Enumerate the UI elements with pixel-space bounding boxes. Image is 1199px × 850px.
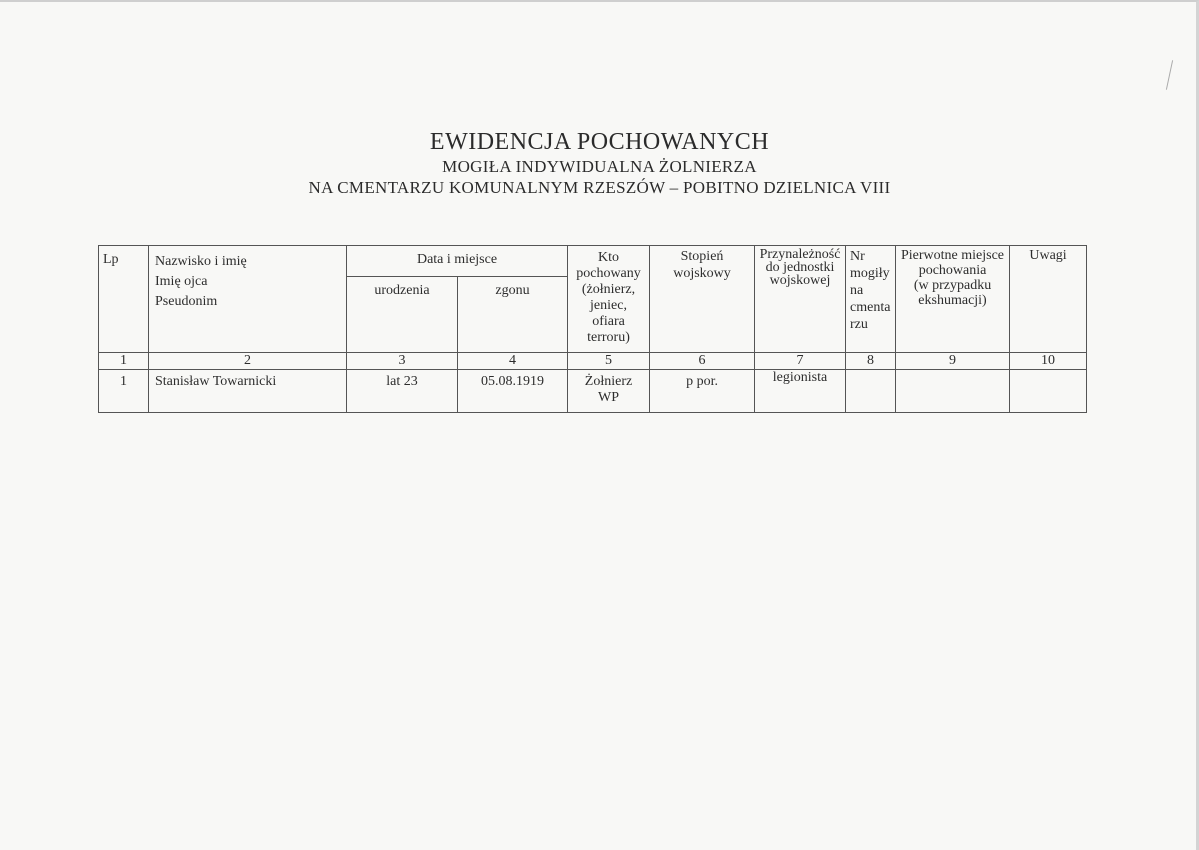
header-grave-line3: na [850,283,864,298]
column-number: 8 [846,353,896,370]
header-rank-line1: Stopień [680,249,724,264]
header-name [149,246,347,353]
header-birth: urodzenia [347,277,458,353]
cell-grave-number [846,370,896,413]
document-subtitle-2: NA CMENTARZU KOMUNALNYM RZESZÓW – POBITNO DZIELNICA VIII [308,178,891,197]
cell-death: 05.08.1919 [458,370,568,413]
document-header [0,128,1199,199]
column-number: 1 [99,353,149,370]
column-number: 6 [650,353,755,370]
cell-name: Stanisław Towarnicki [149,370,347,413]
header-who-line5: ofiara [592,314,625,329]
header-original-burial [896,246,1010,353]
header-notes: Uwagi [1010,246,1087,353]
column-number-row [99,353,1087,370]
header-who-line4: jeniec, [590,298,627,313]
header-grave-line1: Nr [850,249,865,264]
header-row-1 [99,246,1087,277]
header-orig-line4: ekshumacji) [918,293,987,308]
header-who-buried [568,246,650,353]
header-orig-line3: (w przypadku [913,278,992,293]
header-who-line3: (żołnierz, [581,282,636,297]
column-number: 4 [458,353,568,370]
column-number: 2 [149,353,347,370]
header-unit-line1: Przynależność [759,247,841,262]
column-number: 5 [568,353,650,370]
header-unit-line2: do jednostki [765,260,835,275]
header-name-line1: Nazwisko i imię [155,254,247,269]
scan-mark [1166,60,1173,90]
header-rank-line2: wojskowy [673,266,731,281]
document-subtitle-1: MOGIŁA INDYWIDUALNA ŻOLNIERZA [442,157,757,176]
burial-register-table [98,245,1087,413]
header-date-place: Data i miejsce [347,246,568,277]
header-who-line1: Kto [598,250,620,265]
header-name-line2: Imię ojca [155,274,208,289]
cell-birth: lat 23 [347,370,458,413]
cell-lp: 1 [99,370,149,413]
header-grave-line5: rzu [850,317,868,332]
header-death: zgonu [458,277,568,353]
column-number: 7 [755,353,846,370]
header-orig-line1: Pierwotne miejsce [901,248,1005,263]
header-grave-number [846,246,896,353]
table-row [99,370,1087,413]
header-unit [755,246,846,353]
cell-unit: legionista [755,370,846,413]
column-number: 10 [1010,353,1087,370]
column-number: 3 [347,353,458,370]
header-grave-line4: cmenta [850,300,891,315]
header-lp: Lp [99,246,149,353]
header-orig-line2: pochowania [918,263,987,278]
header-who-line2: pochowany [576,266,641,281]
header-unit-line3: wojskowej [769,273,831,288]
cell-who-line1: Żołnierz [584,374,633,389]
header-name-line3: Pseudonim [155,294,218,309]
document-title: EWIDENCJA POCHOWANYCH [429,129,770,155]
cell-original-burial [896,370,1010,413]
header-rank [650,246,755,353]
cell-who-buried [568,370,650,413]
header-who-line6: terroru) [587,330,630,345]
header-grave-line2: mogiły [850,266,890,281]
cell-who-line2: WP [598,390,620,405]
column-number: 9 [896,353,1010,370]
cell-rank: p por. [650,370,755,413]
cell-notes [1010,370,1087,413]
